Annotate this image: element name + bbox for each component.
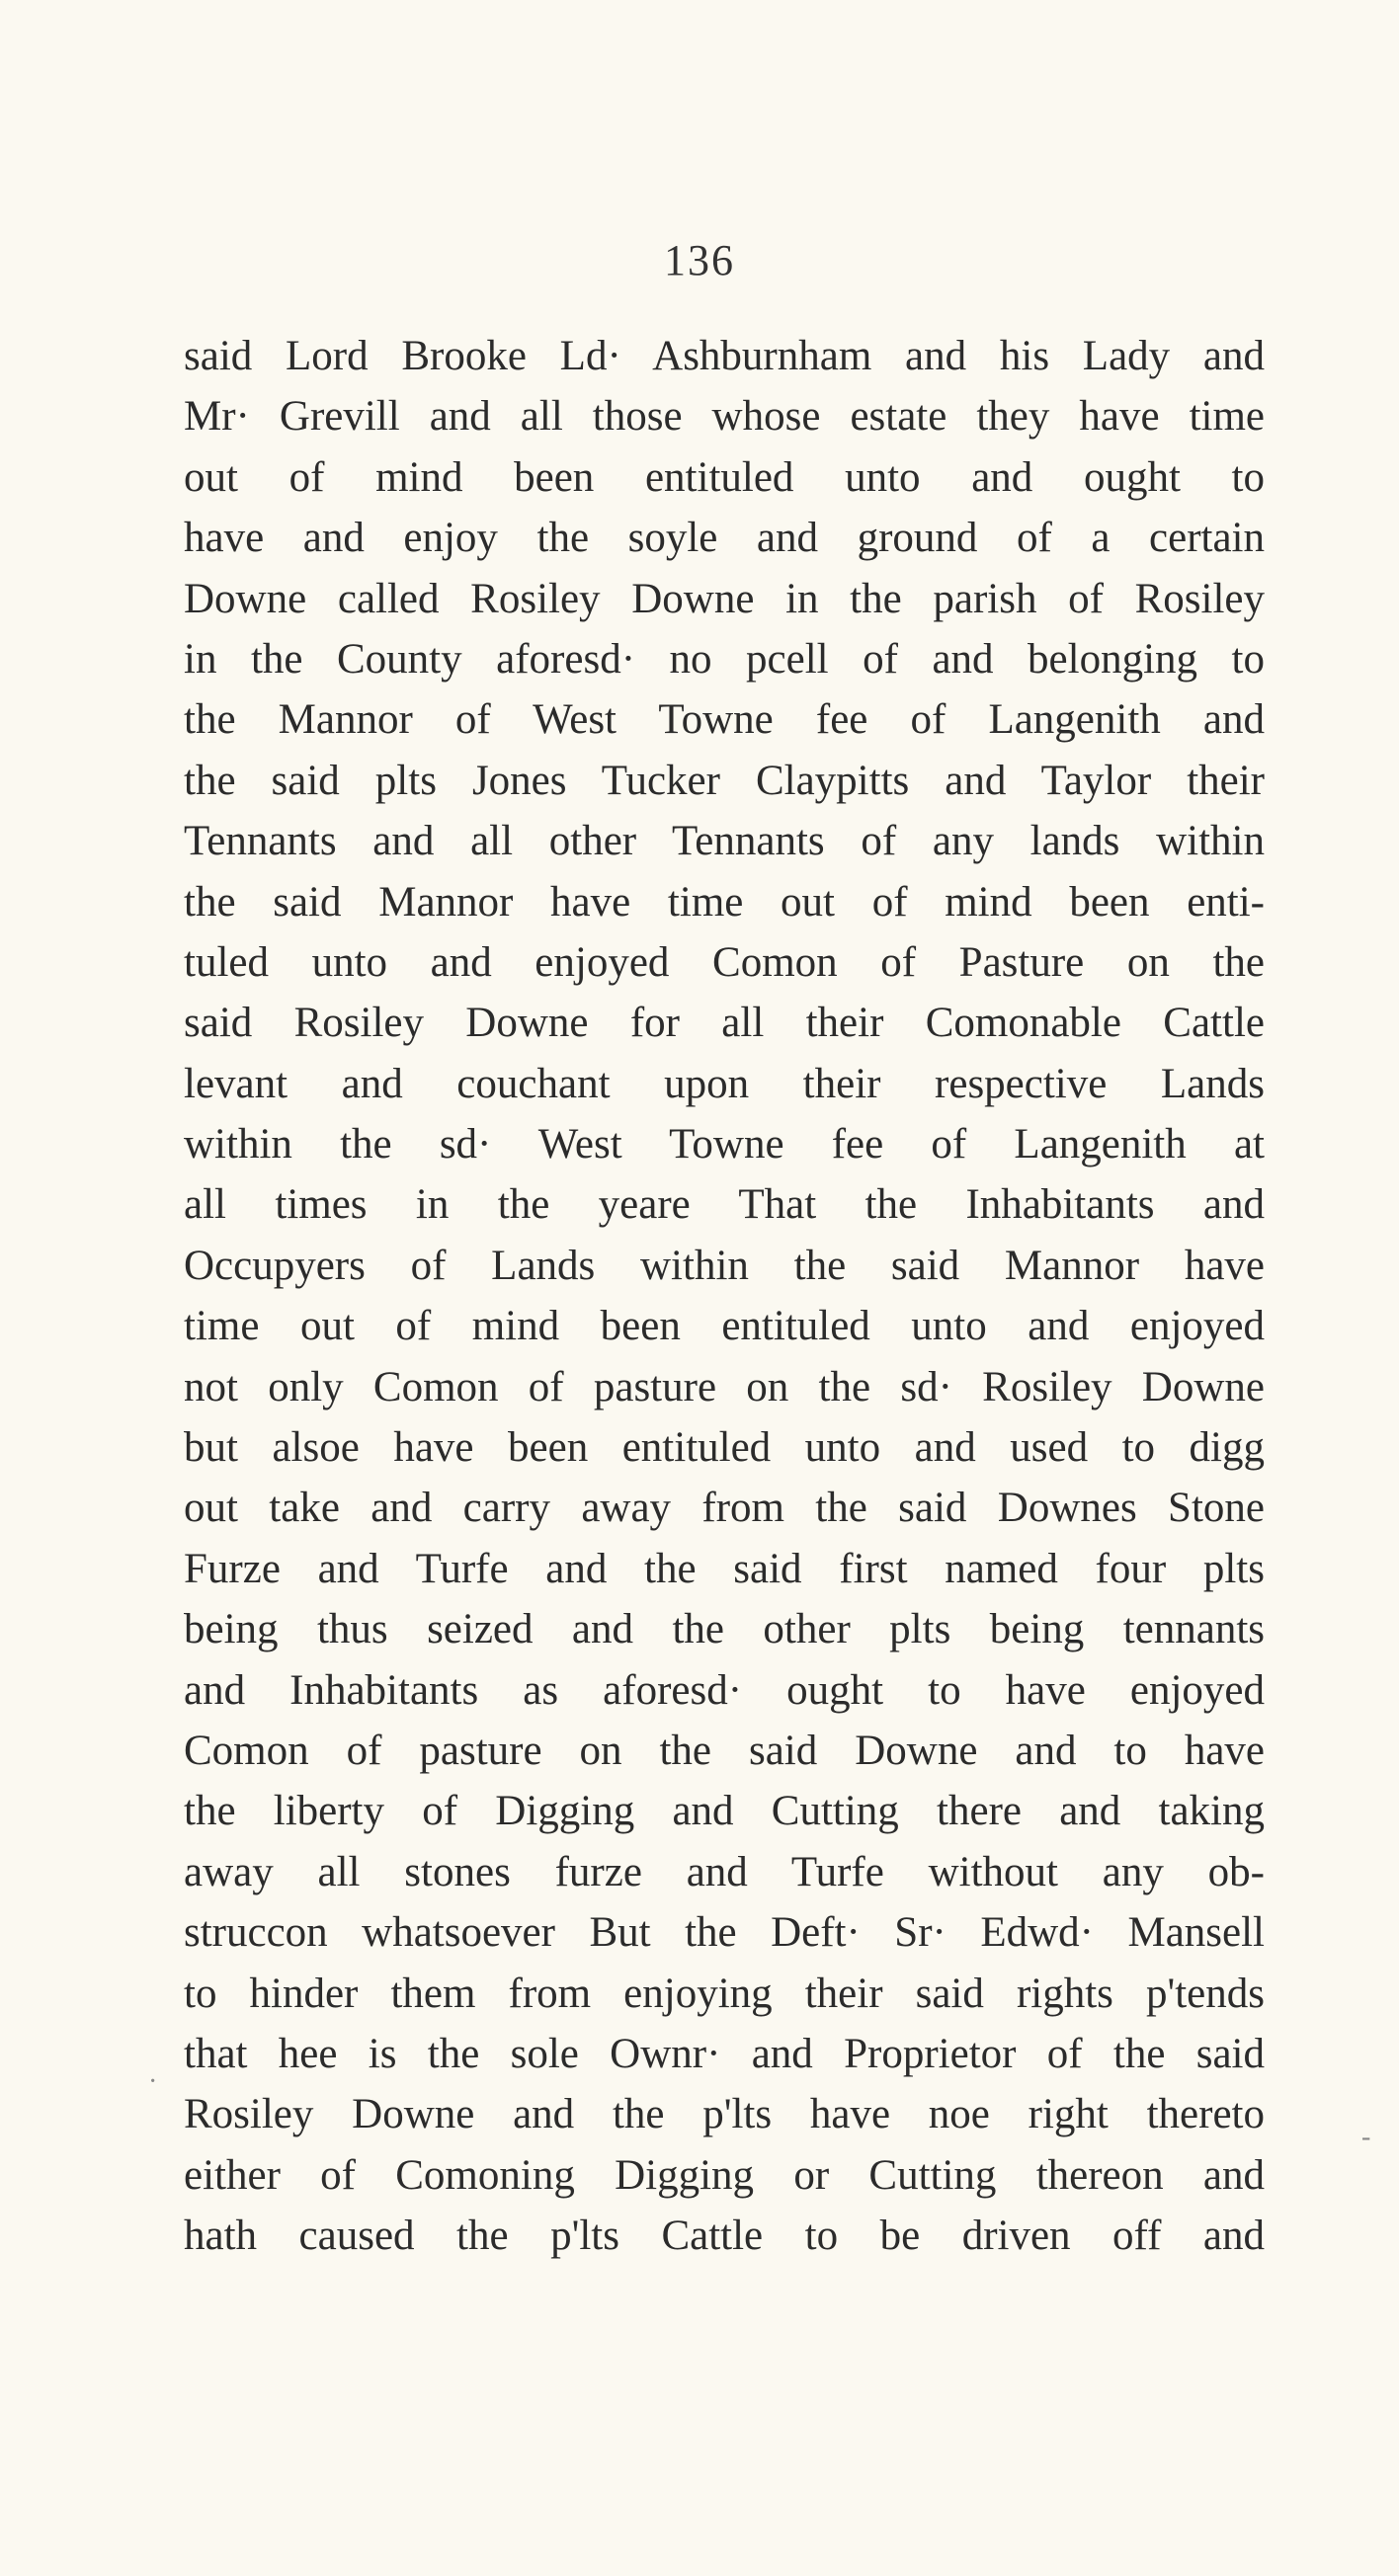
text-line: Occupyers of Lands within the said Mannor have — [184, 1242, 1265, 1289]
text-line: away all stones furze and Turfe without any ob- — [184, 1848, 1265, 1895]
text-line: Comon of pasture on the said Downe and to have — [184, 1727, 1265, 1774]
text-line: being thus seized and the other plts being tennants — [184, 1606, 1265, 1653]
text-line: Tennants and all other Tennants of any lands within — [184, 818, 1265, 865]
text-line: struccon whatsoever But the Deft· Sr· Edwd· Mansell — [184, 1909, 1265, 1957]
text-line: to hinder them from enjoying their said rights p'tends — [184, 1970, 1265, 2017]
text-line: out of mind been entituled unto and ought to — [184, 453, 1265, 501]
text-line: either of Comoning Digging or Cutting thereon and — [184, 2151, 1265, 2199]
text-line: and Inhabitants as aforesd· ought to have enjoyed — [184, 1666, 1265, 1714]
text-line: Mr· Grevill and all those whose estate they have time — [184, 393, 1265, 441]
text-line: the said Mannor have time out of mind been enti- — [184, 878, 1265, 926]
text-line: said Rosiley Downe for all their Comonable Cattle — [184, 1000, 1265, 1047]
text-line: the said plts Jones Tucker Claypitts and Taylor their — [184, 757, 1265, 804]
text-line: that hee is the sole Ownr· and Proprietor of the said — [184, 2030, 1265, 2077]
text-line: out take and carry away from the said Downes Stone — [184, 1485, 1265, 1532]
text-line: Furze and Turfe and the said first named four plts — [184, 1545, 1265, 1592]
body-text — [184, 326, 1265, 2267]
text-line: Downe called Rosiley Downe in the parish of Rosiley — [184, 575, 1265, 622]
text-line: hath caused the p'lts Cattle to be driven off and — [184, 2213, 1265, 2260]
text-line: have and enjoy the soyle and ground of a certain — [184, 515, 1265, 562]
text-line: in the County aforesd· no pcell of and belonging to — [184, 635, 1265, 683]
text-line: but alsoe have been entituled unto and used to digg — [184, 1424, 1265, 1472]
text-line: all times in the yeare That the Inhabitants and — [184, 1181, 1265, 1229]
page-number: 136 — [664, 236, 735, 284]
text-line: the Mannor of West Towne fee of Langenith and — [184, 696, 1265, 744]
text-line: the liberty of Digging and Cutting there and taking — [184, 1788, 1265, 1835]
text-line: within the sd· West Towne fee of Langenith at — [184, 1121, 1265, 1168]
text-line: not only Comon of pasture on the sd· Rosiley Downe — [184, 1363, 1265, 1410]
text-line: levant and couchant upon their respective Lands — [184, 1060, 1265, 1107]
text-line: said Lord Brooke Ld· Ashburnham and his Lady and — [184, 333, 1265, 379]
text-line: time out of mind been entituled unto and enjoyed — [184, 1303, 1265, 1350]
text-line: Rosiley Downe and the p'lts have noe right thereto — [184, 2091, 1265, 2138]
text-line: tuled unto and enjoyed Comon of Pasture on the — [184, 938, 1265, 986]
margin-dot: · — [148, 2066, 158, 2097]
margin-dash: - — [1361, 2122, 1371, 2152]
